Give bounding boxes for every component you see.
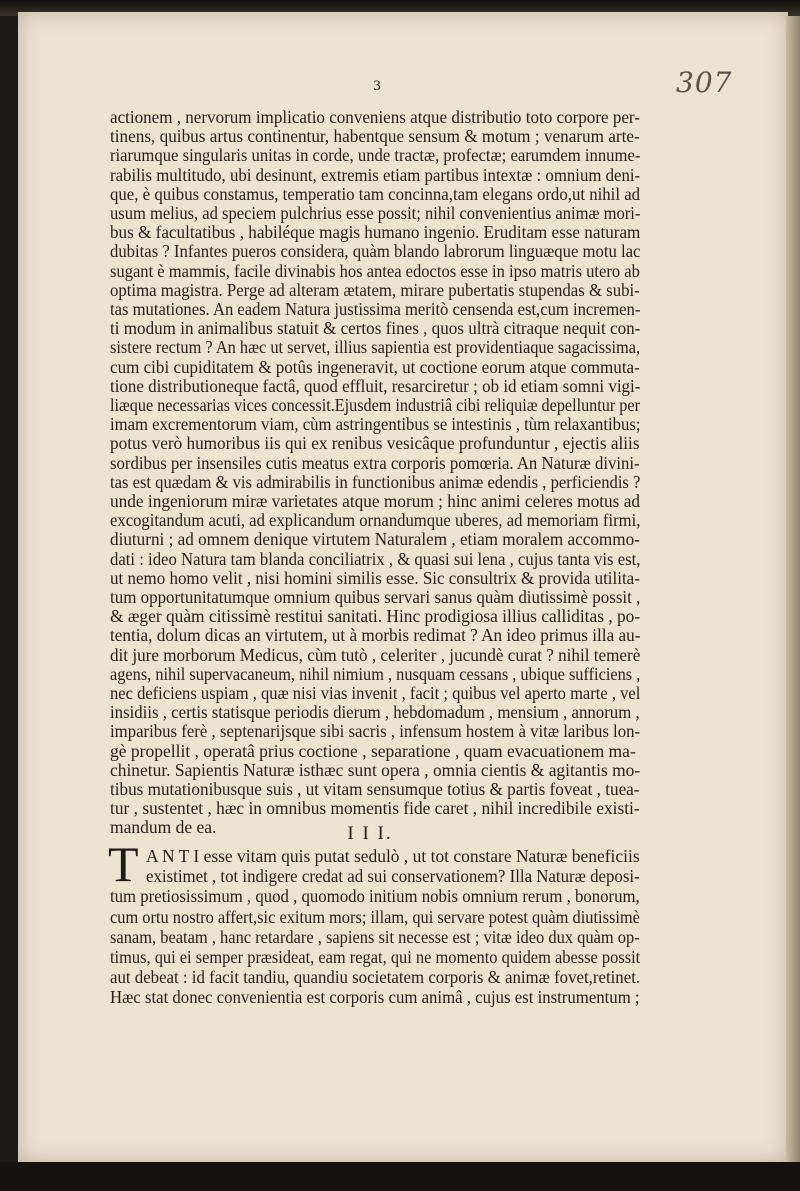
text-line: tione distributioneque factâ, quod effluit, resarciretur ; ob id etiam somni vigi- — [110, 375, 641, 396]
text-line: liæque necessarias vices concessit.Ejusdem industriâ cibi reliquiæ depelluntur per — [110, 395, 640, 415]
text-line: existimet , tot indigere credat ad sui conservationem? Illa Naturæ deposi- — [146, 866, 640, 887]
text-line: dubitas ? Infantes pueros considera, quàm blando labrorum linguæque motu lac — [110, 241, 641, 262]
text-line: gè propellit , operatâ prius coctione , separatione , quam evacuationem ma- — [110, 740, 636, 761]
text-line: nec deficiens uspiam , quæ nisi vias invenit , facit ; quibus vel aperto marte , vel — [110, 683, 641, 703]
text-line: unde ingeniorum miræ varietates atque morum ; hinc animi celeres motus ad — [110, 491, 641, 511]
text-line: riarumque singularis unitas in corde, unde tractæ, profectæ; earumdem innume- — [110, 145, 641, 166]
text-line: sugant è mammis, facile divinabis hos antea edoctos esse in ipso matris utero ab — [110, 260, 640, 281]
text-line: tur , sustentet , hæc in omnibus momentis fide caret , nihil incredibile existi- — [110, 798, 640, 819]
book-bottom-edge — [0, 1162, 800, 1191]
text-line: usum melius, ad speciem pulchrius esse possit; nihil convenientius animæ mori- — [110, 203, 641, 223]
text-line: actionem , nervorum implicatio conveniens atque distributio toto corpore per- — [110, 107, 640, 127]
text-line: tum opportunitatumque omnium quibus servari sanus quàm diutissimè possit , — [110, 587, 641, 607]
text-line: A N T I esse vitam quis putat sedulò , ut tot constare Naturæ beneficiis — [146, 846, 640, 866]
text-line: tas mutationes. An eadem Natura justissima meritò censenda est,cum incremen- — [110, 299, 641, 319]
text-line: dit jure morborum Medicus, cùm tutò , celeriter , jucundè curat ? nihil temerè — [110, 644, 641, 665]
text-line: imparibus ferè , septenarijsque sibi sacris , infensum hostem à vitæ laribus lon- — [110, 721, 641, 742]
text-line: tum pretiosissimum , quod , quomodo initium nobis omnium rerum , bonorum, — [110, 886, 640, 907]
text-line: diuturni ; ad omnem denique virtutem Naturalem , etiam moralem accommo- — [110, 529, 640, 550]
text-line: sordibus per insensiles cutis meatus extra corporis pomœria. An Naturæ divini- — [110, 452, 640, 473]
text-line: sistere rectum ? An hæc ut servet, illius sapientia est providentiaque sagacissima, — [110, 337, 641, 358]
text-line: timus, qui ei semper præsideat, eam regat, qui ne momento quidem abesse possit — [110, 947, 641, 967]
text-line: aut debeat : id facit tandiu, quandiu societatem corporis & animæ fovet,retinet. — [110, 967, 641, 988]
drop-capital: T — [108, 836, 139, 892]
text-line: agens, nihil supervacaneum, nihil nimium , nusquam cessans , ubique sufficiens , — [110, 663, 641, 684]
text-line: que, è quibus constamus, temperatio tam concinna,tam elegans ordo,ut nihil ad — [110, 183, 641, 204]
section-heading: I I I. — [347, 823, 393, 844]
text-line: ut nemo homo velit , nisi homini similis esse. Sic consultrix & provida utilita- — [110, 567, 640, 588]
text-line: tentia, dolum dicas an virtutem, ut à morbis redimat ? An ideo primus illa au- — [110, 625, 641, 646]
text-line: optima magistra. Perge ad alteram ætatem, mirare pubertatis stupendas & subi- — [110, 279, 640, 300]
page-number-handwritten: 307 — [676, 66, 733, 99]
text-line: tibus mutationibusque suis , ut vitam sensumque totius & partis foveat , tuea- — [110, 779, 640, 799]
text-line: insidiis , certis statisque periodis dierum , hebdomadum , mensium , annorum , — [110, 702, 640, 723]
text-line: dati : ideo Natura tam blanda conciliatrix , & quasi sui lena , cujus tanta vis est, — [110, 548, 641, 569]
text-line: mandum de ea. — [110, 817, 217, 838]
page-fore-edge — [786, 16, 800, 1166]
text-line: imam excrementorum viam, cùm astringentibus se intestinis , tùm relaxantibus; — [110, 414, 641, 435]
text-line: ti modum in animalibus statuit & certos fines , quos ultrà citraque nequit con- — [110, 318, 641, 339]
text-line: bus & facultatibus , habiléque magis humano ingenio. Eruditam esse naturam — [110, 222, 641, 243]
text-line: tas est quædam & vis admirabilis in functionibus animæ edendis , perficiendis ? — [110, 471, 641, 492]
text-line: chinetur. Sapientis Naturæ isthæc sunt opera , omnia cientis & agitantis mo- — [110, 759, 641, 780]
text-line: cum cibi cupiditatem & potûs ingeneravit, ut coctione eorum atque commuta- — [110, 356, 640, 377]
text-line: rabilis multitudo, ubi desinunt, extremis etiam partibus intextæ : omnium deni- — [110, 164, 641, 185]
text-line: cum ortu nostro affert,sic exitum mors; illam, qui servare potest quàm diutissimè — [110, 906, 640, 927]
text-line: sanam, beatam , hanc retardare , sapiens sit necesse est ; vitæ ideo dux quàm op- — [110, 926, 640, 947]
text-line: & æger quàm citissimè restitui sanitati. Hinc prodigiosa illius calliditas , po- — [110, 606, 641, 627]
text-line: excogitandum acuti, ad explicandum ornandumque uberes, ad memoriam firmi, — [110, 510, 641, 531]
text-line: tinens, quibus artus continentur, habentque sensum & motum ; venarum arte- — [110, 126, 640, 147]
signature-mark: 3 — [373, 78, 381, 94]
text-line: Hæc stat donec convenientia est corporis cum animâ , cujus est instrumentum ; — [110, 987, 640, 1008]
text-line: potus verò humoribus iis qui ex renibus vesicâque profunduntur , ejectis aliis — [110, 433, 640, 454]
